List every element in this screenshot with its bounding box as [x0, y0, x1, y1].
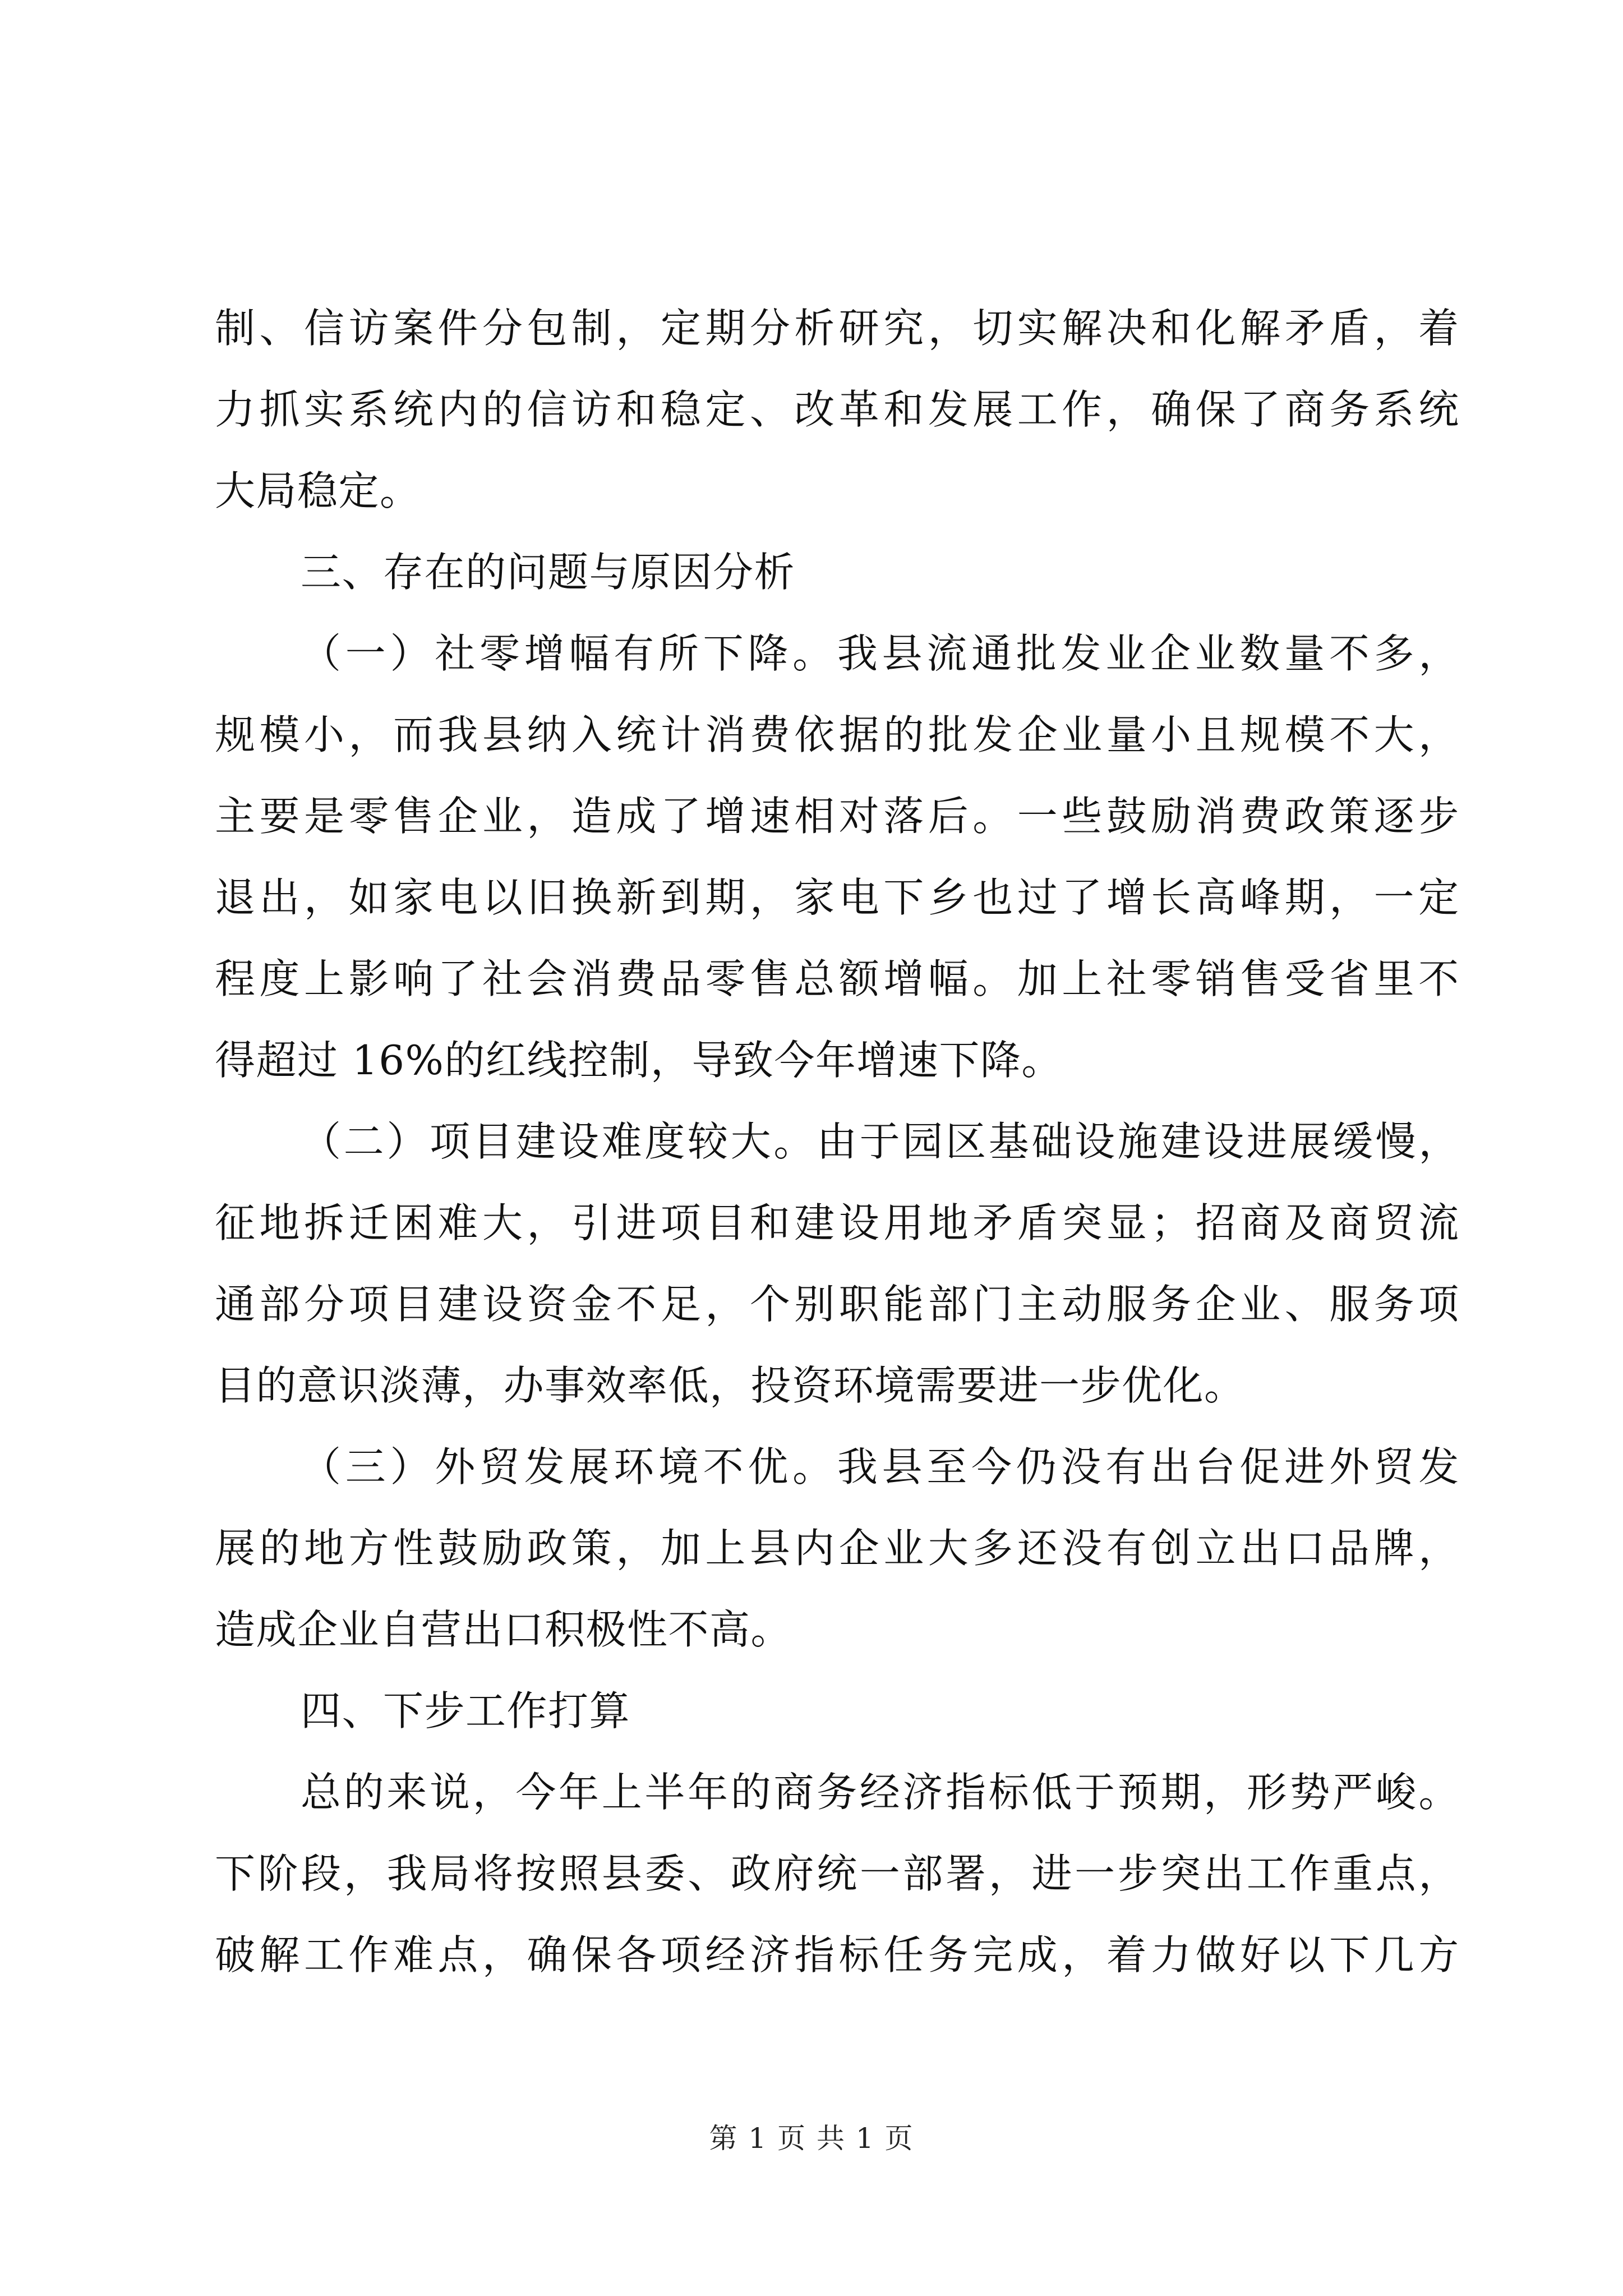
text-line: 制 、 信 访 案 件 分 包 制 ， 定 期 分 析 研 究 ， 切 实 解 决 和 化 解 矛 盾 ， 着 — [215, 305, 1460, 352]
page-footer: 第 1 页 共 1 页 — [709, 2122, 914, 2155]
text-line: （ 二 ） 项 目 建 设 难 度 较 大 。 由 于 园 区 基 础 设 施 建 设 进 展 缓 慢 ， — [301, 1118, 1460, 1165]
text-line: （ 三 ） 外 贸 发 展 环 境 不 优 。 我 县 至 今 仍 没 有 出 台 促 进 外 贸 发 — [301, 1443, 1460, 1490]
text-line: 破 解 工 作 难 点 ， 确 保 各 项 经 济 指 标 任 务 完 成 ， 着 力 做 好 以 下 几 方 — [215, 1931, 1460, 1978]
text-line: 目的意识淡薄，办事效率低，投资环境需要进一步优化。 — [215, 1362, 1246, 1409]
section-heading: 四、下步工作打算 — [301, 1687, 631, 1734]
text-line: 造成企业自营出口积极性不高。 — [215, 1606, 792, 1653]
section-heading: 三、存在的问题与原因分析 — [301, 549, 796, 596]
text-line: （ 一 ） 社 零 增 幅 有 所 下 降 。 我 县 流 通 批 发 业 企 业 数 量 不 多 ， — [301, 630, 1460, 677]
text-line: 展 的 地 方 性 鼓 励 政 策 ， 加 上 县 内 企 业 大 多 还 没 有 创 立 出 口 品 牌 ， — [215, 1525, 1460, 1572]
text-line: 程 度 上 影 响 了 社 会 消 费 品 零 售 总 额 增 幅 。 加 上 社 零 销 售 受 省 里 不 — [215, 955, 1460, 1002]
text-line: 主 要 是 零 售 企 业 ， 造 成 了 增 速 相 对 落 后 。 一 些 鼓 励 消 费 政 策 逐 步 — [215, 793, 1460, 840]
text-line: 征 地 拆 迁 困 难 大 ， 引 进 项 目 和 建 设 用 地 矛 盾 突 显 ； 招 商 及 商 贸 流 — [215, 1199, 1460, 1246]
text-line: 得超过 16%的红线控制，导致今年增速下降。 — [215, 1037, 1063, 1084]
text-line: 大局稳定。 — [215, 467, 421, 514]
text-line: 总 的 来 说 ， 今 年 上 半 年 的 商 务 经 济 指 标 低 于 预 期 ， 形 势 严 峻 。 — [301, 1769, 1460, 1816]
text-line: 下 阶 段 ， 我 局 将 按 照 县 委 、 政 府 统 一 部 署 ， 进 一 步 突 出 工 作 重 点 ， — [215, 1850, 1460, 1897]
text-line: 退 出 ， 如 家 电 以 旧 换 新 到 期 ， 家 电 下 乡 也 过 了 增 长 高 峰 期 ， 一 定 — [215, 874, 1460, 921]
text-line: 通 部 分 项 目 建 设 资 金 不 足 ， 个 别 职 能 部 门 主 动 服 务 企 业 、 服 务 项 — [215, 1281, 1460, 1328]
text-line: 力 抓 实 系 统 内 的 信 访 和 稳 定 、 改 革 和 发 展 工 作 ， 确 保 了 商 务 系 统 — [215, 386, 1460, 433]
text-line: 规 模 小 ， 而 我 县 纳 入 统 计 消 费 依 据 的 批 发 企 业 量 小 且 规 模 不 大 ， — [215, 711, 1460, 758]
